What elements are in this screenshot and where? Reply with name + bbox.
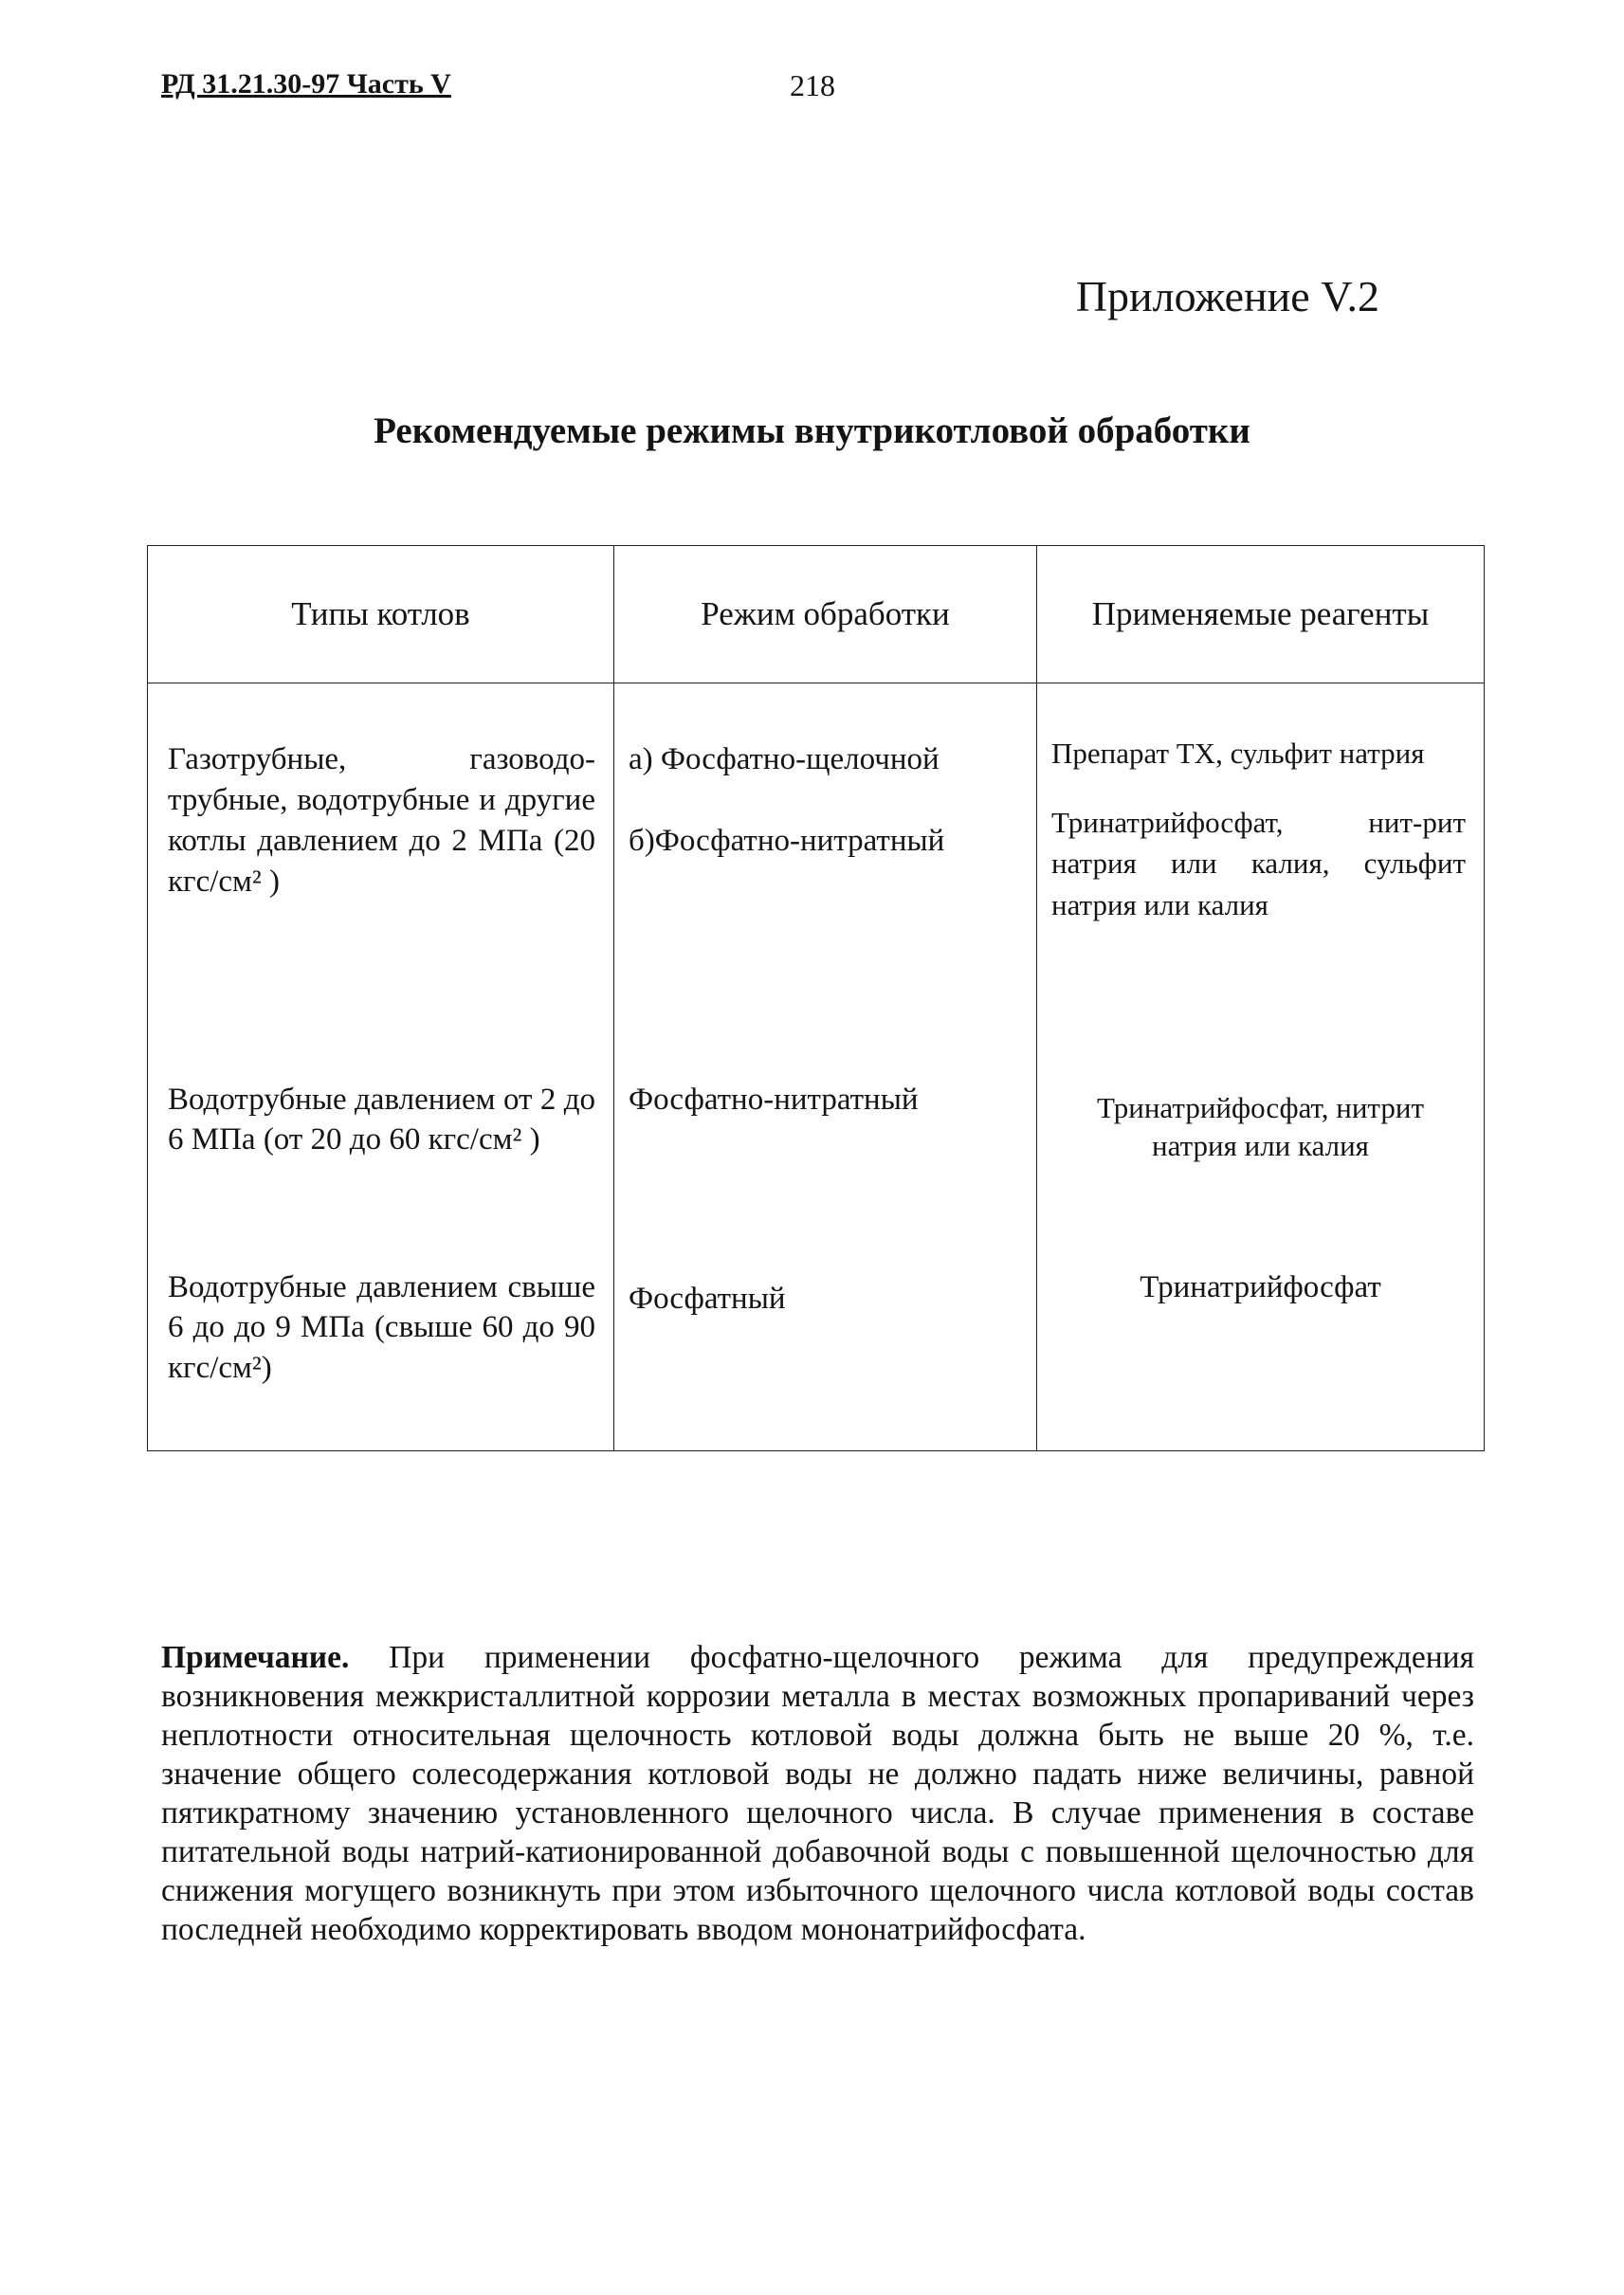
reagent-text: Тринатрийфосфат [1140, 1269, 1381, 1304]
table-row [148, 1257, 1485, 1451]
regime-text: Фосфатно-нитратный [629, 1082, 919, 1117]
cell-regime [614, 683, 1037, 1067]
boiler-type-text: Водотрубные давлением от 2 до 6 МПа (от 20 до 60 кгс/см² ) [168, 1082, 595, 1157]
page-number: 218 [790, 68, 835, 102]
appendix-label: Приложение V.2 [1075, 272, 1379, 320]
cell-reagents [1037, 1257, 1485, 1451]
reagent-text: Препарат ТХ, сульфит натрия [1051, 737, 1425, 770]
document-title: Рекомендуемые режимы внутрикотловой обработки [374, 410, 1250, 451]
column-header-treatment-regime: Режим обработки [614, 546, 1037, 683]
regime-text: а) Фосфатно-щелочной [629, 742, 940, 776]
reagent-text: Тринатрийфосфат, нитрит натрия или калия [1097, 1090, 1424, 1162]
note-text: При применении фосфатно-щелочного режима для предупреждения возникновения межкристаллитной коррозии металла в местах возможных пропариваний через неплотности относительная щелочность котловой воды должна быть не выше 20 %, т.е. значение общего солесодержания котловой воды не должно падать ниже величины, равной пятикратному значению установленного щелочного числа. В случае применения в составе питательной воды натрий-катионированной добавочной воды с повышенной щелочностью для снижения могущего возникнуть при этом избыточного щелочного числа котловой воды состав последней необходимо корректировать вводом мононатрийфосфата. [161, 1640, 1474, 1948]
cell-regime [614, 1257, 1037, 1451]
table-row [148, 1067, 1485, 1257]
column-header-reagents: Применяемые реагенты [1037, 546, 1485, 683]
table-row [148, 683, 1485, 1067]
cell-reagents [1037, 1067, 1485, 1257]
note-label: Примечание. [161, 1640, 350, 1675]
reagent-text: Тринатрийфосфат, нит-рит натрия или калия, сульфит натрия или калия [1051, 805, 1466, 921]
regime-text: Фосфатный [629, 1281, 786, 1316]
cell-boiler-type [148, 683, 614, 1067]
table-header-row [148, 546, 1485, 683]
cell-regime [614, 1067, 1037, 1257]
cell-boiler-type [148, 1257, 614, 1451]
boiler-type-text: Водотрубные давлением свыше 6 до до 9 МПа (свыше 60 до 90 кгс/см²) [168, 1269, 595, 1386]
document-reference: РД 31.21.30-97 Часть V [161, 68, 451, 100]
boiler-type-text: Газотрубные, газоводо-трубные, водотрубные и другие котлы давлением до 2 МПа (20 кгс/см² ) [168, 742, 595, 899]
cell-boiler-type [148, 1067, 614, 1257]
cell-reagents [1037, 683, 1485, 1067]
regime-text: б)Фосфатно-нитратный [629, 823, 945, 858]
regimes-table [147, 545, 1485, 1451]
column-header-boiler-types: Типы котлов [148, 546, 614, 683]
note-paragraph [161, 1638, 1474, 1949]
